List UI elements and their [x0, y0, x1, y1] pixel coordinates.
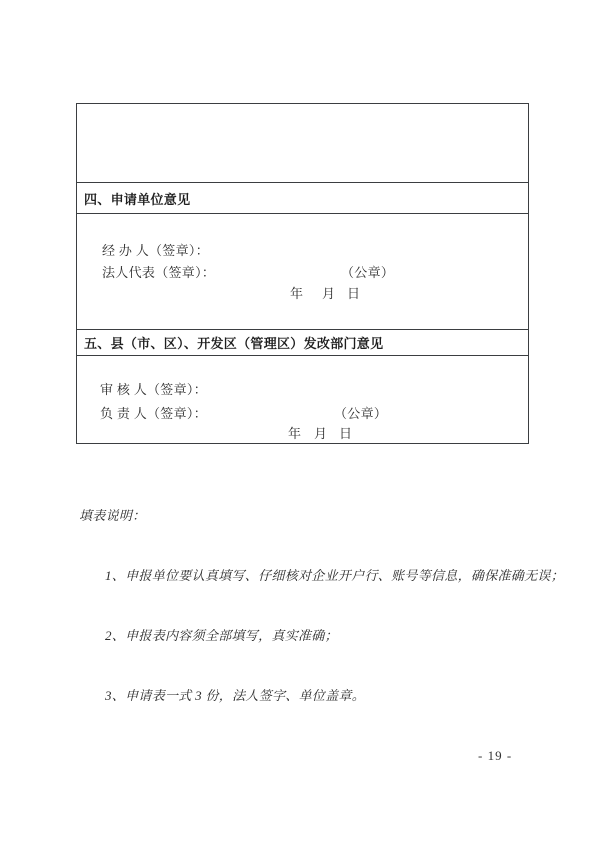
official-seal-label-section5: （公章） [334, 406, 388, 421]
page-number: - 19 - [478, 748, 513, 763]
responsible-person-signature-label: 负 责 人（签章）： [100, 406, 207, 421]
section4-signature-cell [77, 214, 528, 330]
notes-item-1: 1、申报单位要认真填写、仔细核对企业开户行、账号等信息，确保准确无误； [105, 568, 565, 583]
approval-form-table [76, 103, 529, 444]
section4-title: 四、申请单位意见 [84, 191, 191, 207]
handler-signature-label: 经 办 人（签章）： [102, 243, 209, 258]
date-day-label-section5: 日 [339, 426, 353, 441]
notes-item-3: 3、申请表一式 3 份，法人签字、单位盖章。 [105, 688, 366, 703]
section5-header-row [77, 330, 528, 356]
section4-header-row [77, 183, 528, 214]
section5-title: 五、县（市、区）、开发区（管理区）发改部门意见 [84, 336, 384, 351]
remarks-empty-cell [77, 104, 528, 183]
date-day-label-section4: 日 [347, 286, 361, 301]
date-month-label-section5: 月 [314, 426, 328, 441]
official-seal-label-section4: （公章） [341, 265, 395, 280]
form-filling-notes [79, 466, 564, 746]
date-month-label-section4: 月 [322, 286, 336, 301]
legal-rep-signature-label: 法人代表（签章）： [102, 265, 216, 280]
date-year-label-section4: 年 [290, 286, 304, 301]
date-year-label-section5: 年 [288, 426, 302, 441]
notes-item-2: 2、申报表内容须全部填写，真实准确； [105, 628, 338, 643]
reviewer-signature-label: 审 核 人（签章）： [100, 382, 207, 397]
section5-signature-cell [77, 356, 528, 443]
notes-title: 填表说明： [79, 508, 146, 523]
